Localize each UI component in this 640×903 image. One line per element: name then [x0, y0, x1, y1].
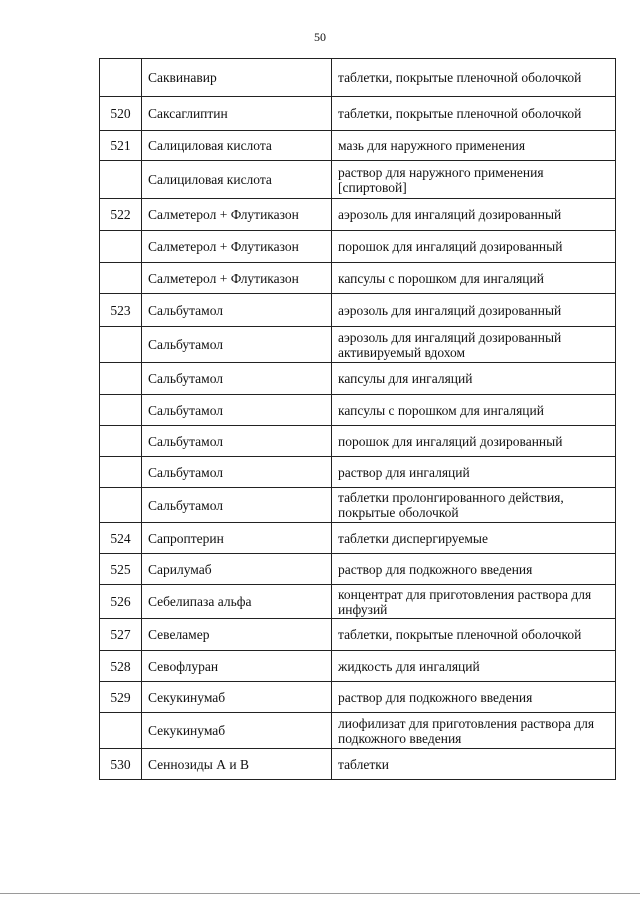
row-number — [100, 263, 142, 294]
row-number — [100, 327, 142, 363]
dosage-form: аэрозоль для ингаляций дозированный активируемый вдохом — [332, 327, 616, 363]
drug-name: Сальбутамол — [142, 363, 332, 395]
row-number: 528 — [100, 651, 142, 682]
table-row — [100, 131, 616, 161]
row-number — [100, 363, 142, 395]
row-number: 523 — [100, 294, 142, 327]
drug-name: Саксаглиптин — [142, 97, 332, 131]
table-row — [100, 363, 616, 395]
table-row — [100, 395, 616, 426]
table-row — [100, 294, 616, 327]
table-row — [100, 523, 616, 554]
drug-name: Сальбутамол — [142, 488, 332, 523]
row-number: 521 — [100, 131, 142, 161]
row-number: 529 — [100, 682, 142, 713]
drug-name: Секукинумаб — [142, 682, 332, 713]
dosage-form: жидкость для ингаляций — [332, 651, 616, 682]
dosage-form: раствор для подкожного введения — [332, 682, 616, 713]
dosage-form: таблетки, покрытые пленочной оболочкой — [332, 97, 616, 131]
dosage-form: аэрозоль для ингаляций дозированный — [332, 294, 616, 327]
table-row — [100, 749, 616, 780]
dosage-form: таблетки, покрытые пленочной оболочкой — [332, 619, 616, 651]
scan-edge-line — [0, 893, 640, 894]
dosage-form: капсулы с порошком для ингаляций — [332, 263, 616, 294]
table-row — [100, 97, 616, 131]
dosage-form: аэрозоль для ингаляций дозированный — [332, 199, 616, 231]
row-number: 526 — [100, 585, 142, 619]
row-number — [100, 59, 142, 97]
table-row — [100, 619, 616, 651]
drug-name: Сарилумаб — [142, 554, 332, 585]
drug-name: Салициловая кислота — [142, 131, 332, 161]
table-row — [100, 59, 616, 97]
row-number: 524 — [100, 523, 142, 554]
dosage-form: раствор для ингаляций — [332, 457, 616, 488]
table-row — [100, 263, 616, 294]
drug-name: Сапроптерин — [142, 523, 332, 554]
dosage-form: концентрат для приготовления раствора для инфузий — [332, 585, 616, 619]
table-row — [100, 161, 616, 199]
drug-name: Саквинавир — [142, 59, 332, 97]
drug-name: Сальбутамол — [142, 327, 332, 363]
drug-name: Сальбутамол — [142, 395, 332, 426]
drug-name: Салметерол + Флутиказон — [142, 231, 332, 263]
dosage-form: порошок для ингаляций дозированный — [332, 426, 616, 457]
page-number: 50 — [314, 30, 326, 44]
table-row — [100, 457, 616, 488]
drug-name: Себелипаза альфа — [142, 585, 332, 619]
row-number: 520 — [100, 97, 142, 131]
dosage-form: капсулы с порошком для ингаляций — [332, 395, 616, 426]
dosage-form: таблетки, покрытые пленочной оболочкой — [332, 59, 616, 97]
row-number — [100, 395, 142, 426]
row-number — [100, 426, 142, 457]
table-row — [100, 713, 616, 749]
dosage-form: раствор для наружного применения [спиртовой] — [332, 161, 616, 199]
row-number: 527 — [100, 619, 142, 651]
drug-name: Салметерол + Флутиказон — [142, 263, 332, 294]
drug-name: Сальбутамол — [142, 457, 332, 488]
row-number — [100, 457, 142, 488]
row-number — [100, 161, 142, 199]
dosage-form: порошок для ингаляций дозированный — [332, 231, 616, 263]
drug-name: Севеламер — [142, 619, 332, 651]
row-number: 525 — [100, 554, 142, 585]
row-number: 530 — [100, 749, 142, 780]
table-row — [100, 554, 616, 585]
dosage-form: капсулы для ингаляций — [332, 363, 616, 395]
row-number: 522 — [100, 199, 142, 231]
drug-name: Сальбутамол — [142, 294, 332, 327]
table-row — [100, 426, 616, 457]
drug-name: Салметерол + Флутиказон — [142, 199, 332, 231]
table-row — [100, 651, 616, 682]
table-row — [100, 682, 616, 713]
drug-name: Сеннозиды А и В — [142, 749, 332, 780]
drug-name: Севофлуран — [142, 651, 332, 682]
row-number — [100, 231, 142, 263]
table-row — [100, 488, 616, 523]
drug-table — [99, 58, 616, 780]
table-row — [100, 199, 616, 231]
row-number — [100, 713, 142, 749]
table-row — [100, 585, 616, 619]
row-number — [100, 488, 142, 523]
dosage-form: мазь для наружного применения — [332, 131, 616, 161]
drug-name: Салициловая кислота — [142, 161, 332, 199]
dosage-form: таблетки — [332, 749, 616, 780]
drug-name: Сальбутамол — [142, 426, 332, 457]
dosage-form: таблетки пролонгированного действия, покрытые оболочкой — [332, 488, 616, 523]
table-row — [100, 327, 616, 363]
dosage-form: таблетки диспергируемые — [332, 523, 616, 554]
dosage-form: лиофилизат для приготовления раствора для подкожного введения — [332, 713, 616, 749]
dosage-form: раствор для подкожного введения — [332, 554, 616, 585]
drug-name: Секукинумаб — [142, 713, 332, 749]
table-row — [100, 231, 616, 263]
